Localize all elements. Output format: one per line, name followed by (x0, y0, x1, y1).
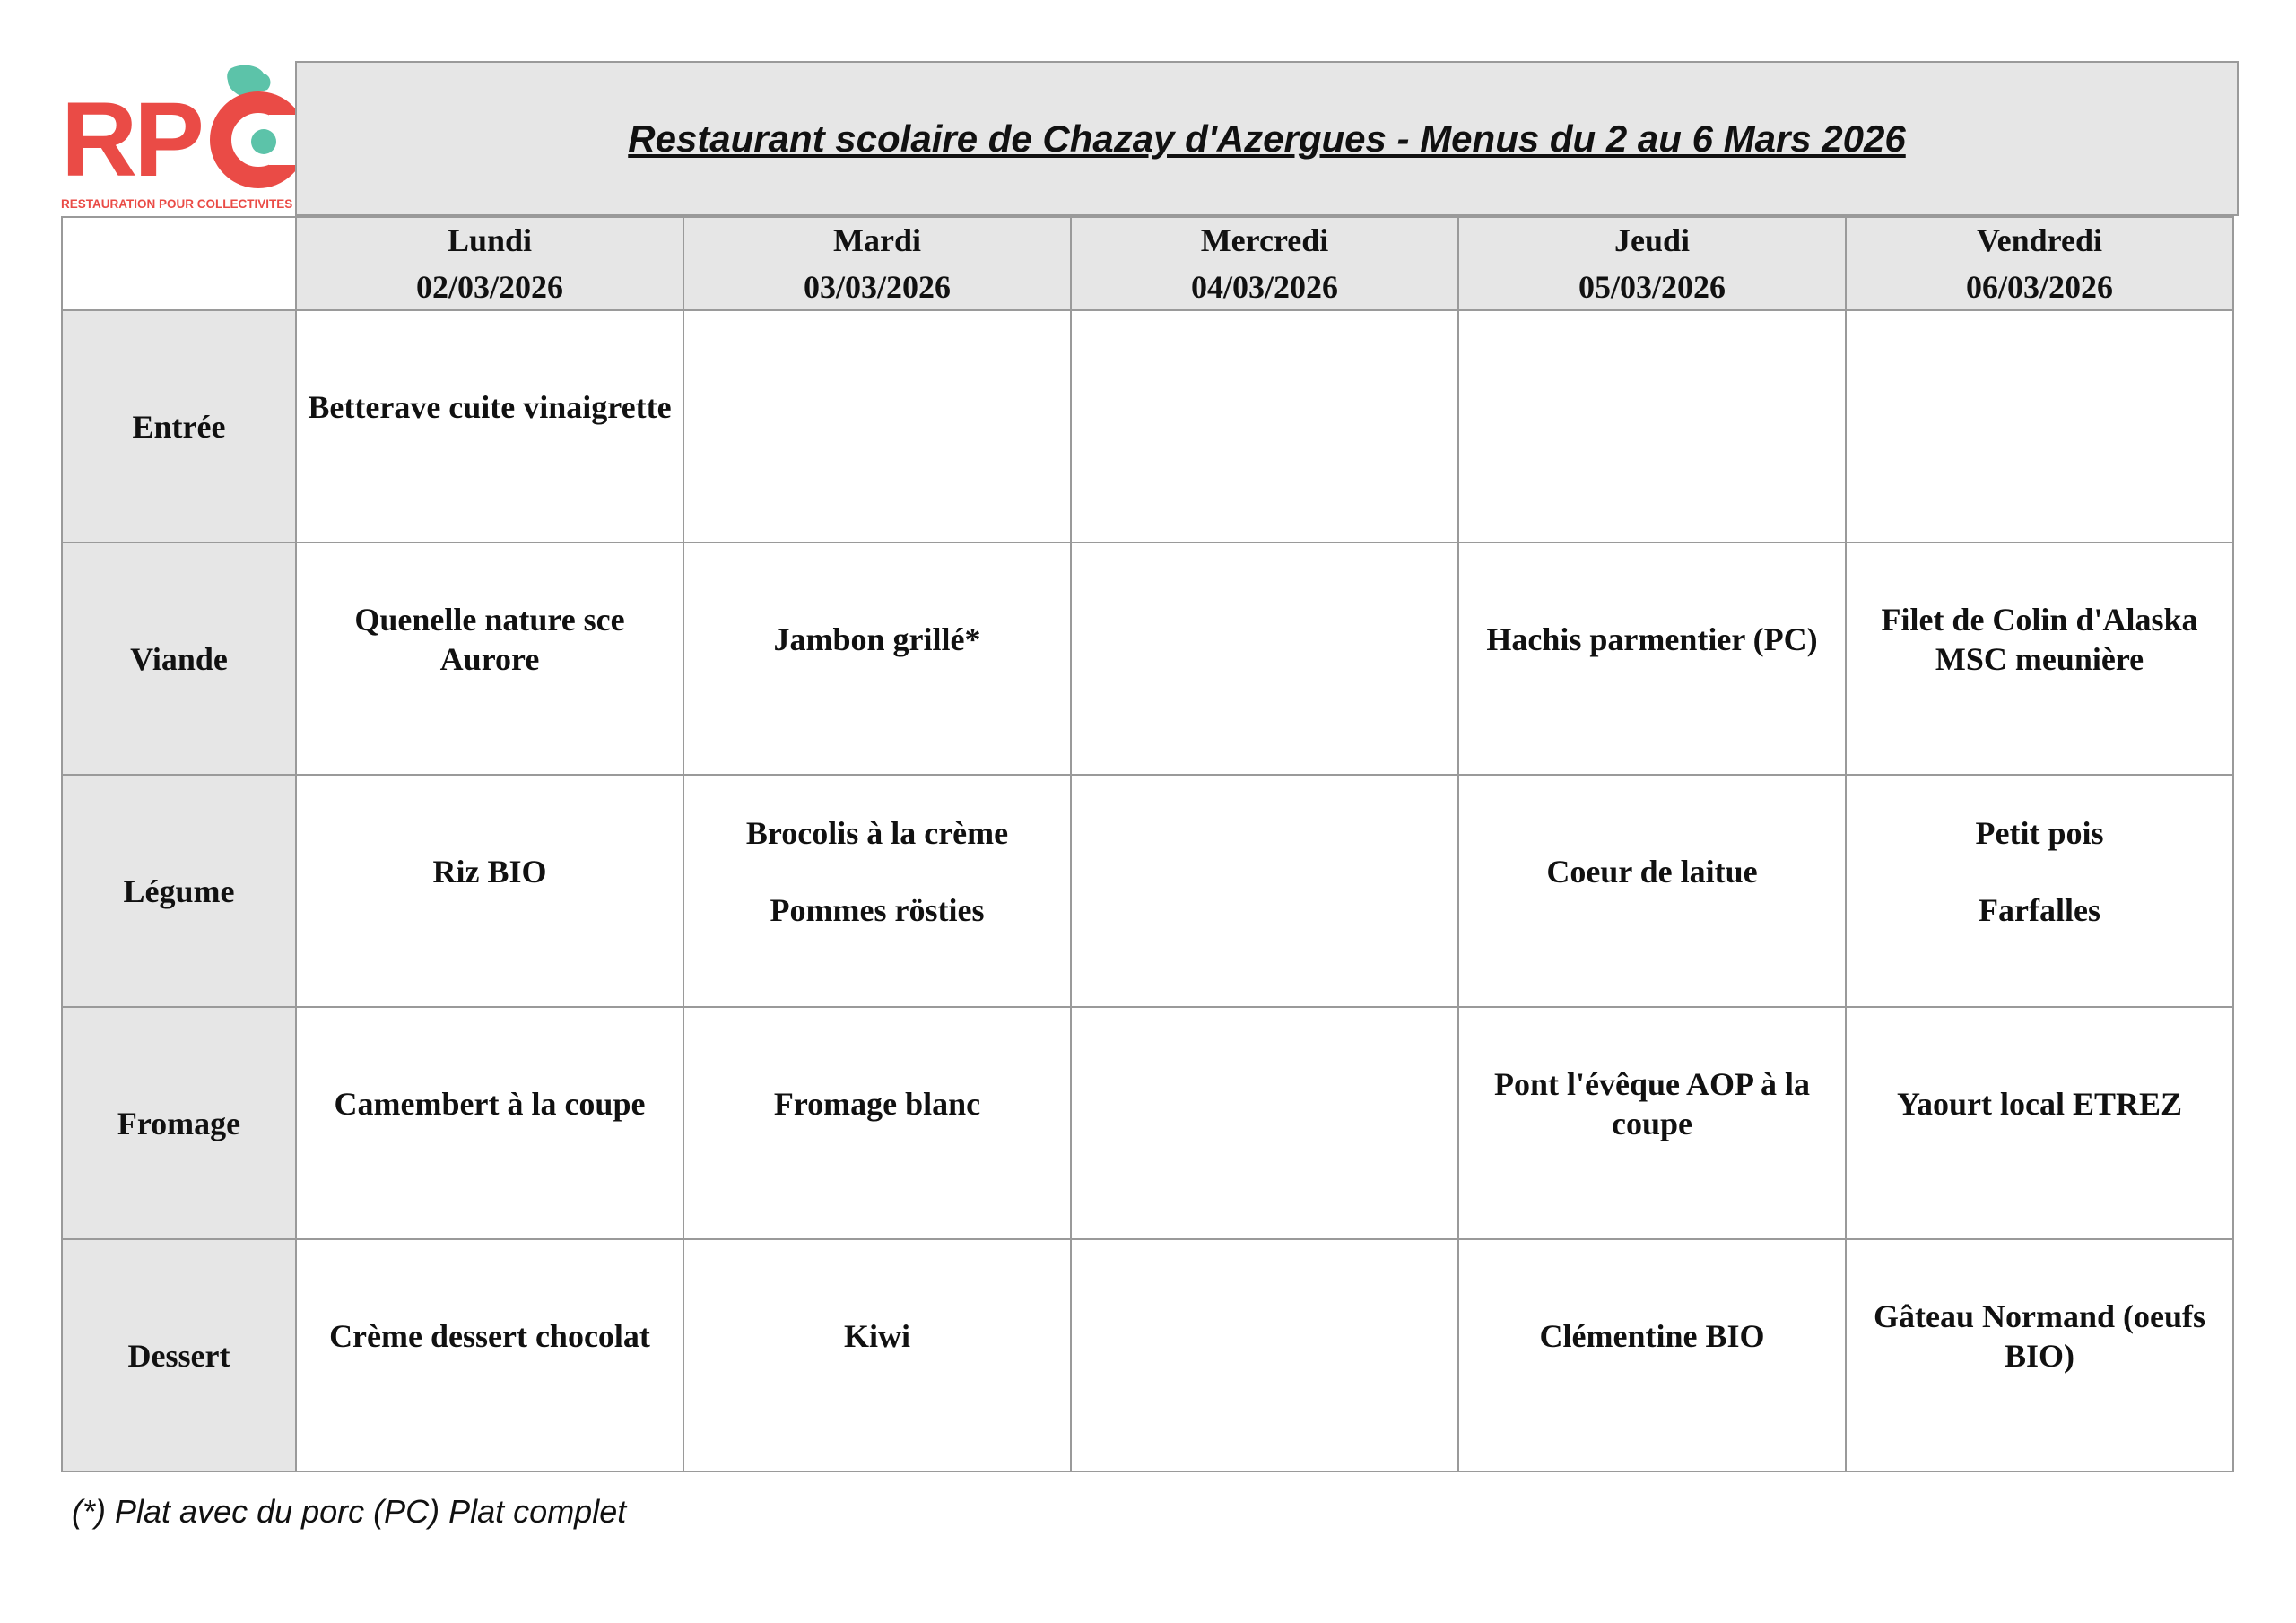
menu-table (61, 216, 2234, 1472)
dish-text: coupe (1612, 1105, 1692, 1141)
menu-cell (1846, 310, 2233, 542)
dish-text: Brocolis à la crème (745, 814, 1009, 851)
course-row (62, 1239, 2233, 1471)
menu-cell (296, 542, 683, 775)
course-label-cell (62, 310, 296, 542)
day-name: Vendredi (1976, 222, 2103, 258)
dish-text: Betterave cuite vinaigrette (308, 388, 672, 425)
menu-cell (1071, 1239, 1458, 1471)
menu-cell (296, 1239, 683, 1471)
course-label-cell (62, 1239, 296, 1471)
dish-text: Yaourt local ETREZ (1896, 1085, 2183, 1122)
day-header-vendredi (1846, 217, 2233, 310)
day-date: 06/03/2026 (1965, 269, 2113, 305)
menu-cell (1846, 542, 2233, 775)
day-header-mercredi (1071, 217, 1458, 310)
dish-text: Farfalles (1979, 891, 2100, 928)
page-title: Restaurant scolaire de Chazay d'Azergues - Menus du 2 au 6 Mars 2026 (628, 117, 1906, 160)
dish-text: Quenelle nature sce (354, 601, 625, 638)
menu-cell (683, 1239, 1071, 1471)
day-header-jeudi (1458, 217, 1846, 310)
dish-text: Coeur de laitue (1546, 853, 1758, 890)
menu-cell (1458, 310, 1846, 542)
footnote: (*) Plat avec du porc (PC) Plat complet (72, 1493, 627, 1530)
day-date: 03/03/2026 (803, 269, 951, 305)
course-row (62, 775, 2233, 1007)
dish-text: Kiwi (843, 1317, 910, 1354)
course-label-cell (62, 542, 296, 775)
day-date: 02/03/2026 (415, 269, 563, 305)
dish-text: Clémentine BIO (1539, 1317, 1765, 1354)
dish-text: MSC meunière (1935, 640, 2144, 677)
menu-cell (1846, 775, 2233, 1007)
dish-text: Gâteau Normand (oeufs (1874, 1298, 2205, 1334)
dish-text: Jambon grillé* (773, 621, 981, 657)
course-label-cell (62, 1007, 296, 1239)
course-label: Entrée (132, 408, 226, 445)
day-header-lundi (296, 217, 683, 310)
rpc-logo (59, 61, 296, 213)
menu-cell (683, 310, 1071, 542)
day-name: Mercredi (1200, 222, 1329, 258)
menu-cell (1071, 542, 1458, 775)
menu-cell (1458, 1239, 1846, 1471)
dish-text: Aurore (439, 640, 540, 677)
day-name: Lundi (447, 222, 533, 258)
dish-text: Pommes rösties (770, 891, 985, 928)
corner-cell (62, 217, 296, 310)
course-label-cell (62, 775, 296, 1007)
menu-cell (683, 775, 1071, 1007)
dish-text: Fromage blanc (773, 1085, 981, 1122)
day-header-row (62, 217, 2233, 310)
menu-cell (1458, 775, 1846, 1007)
dish-text: Hachis parmentier (PC) (1486, 621, 1818, 657)
dish-text: Pont l'évêque AOP à la (1493, 1065, 1810, 1102)
dish-text: Petit pois (1975, 814, 2104, 851)
course-label: Dessert (127, 1337, 230, 1374)
menu-cell (1458, 542, 1846, 775)
menu-cell (1458, 1007, 1846, 1239)
menu-cell (1846, 1007, 2233, 1239)
menu-cell (1071, 310, 1458, 542)
dish-text: Crème dessert chocolat (329, 1317, 650, 1354)
course-label: Fromage (117, 1105, 241, 1141)
logo-tagline: RESTAURATION POUR COLLECTIVITES (61, 197, 293, 211)
day-name: Jeudi (1613, 222, 1691, 258)
menu-cell (1071, 775, 1458, 1007)
title-band (295, 61, 2239, 216)
course-label: Viande (130, 640, 228, 677)
course-row (62, 1007, 2233, 1239)
course-row (62, 310, 2233, 542)
menu-cell (1846, 1239, 2233, 1471)
dish-text: Riz BIO (432, 853, 547, 890)
menu-cell (1071, 1007, 1458, 1239)
menu-cell (296, 1007, 683, 1239)
menu-cell (296, 310, 683, 542)
day-name: Mardi (833, 222, 921, 258)
svg-text:RP: RP (61, 81, 201, 199)
menu-cell (296, 775, 683, 1007)
day-header-mardi (683, 217, 1071, 310)
course-label: Légume (123, 872, 235, 909)
menu-cell (683, 542, 1071, 775)
dish-text: BIO) (2004, 1337, 2074, 1374)
day-date: 04/03/2026 (1190, 269, 1338, 305)
day-date: 05/03/2026 (1578, 269, 1726, 305)
menu-cell (683, 1007, 1071, 1239)
course-row (62, 542, 2233, 775)
dish-text: Camembert à la coupe (334, 1085, 646, 1122)
dish-text: Filet de Colin d'Alaska (1881, 601, 2198, 638)
